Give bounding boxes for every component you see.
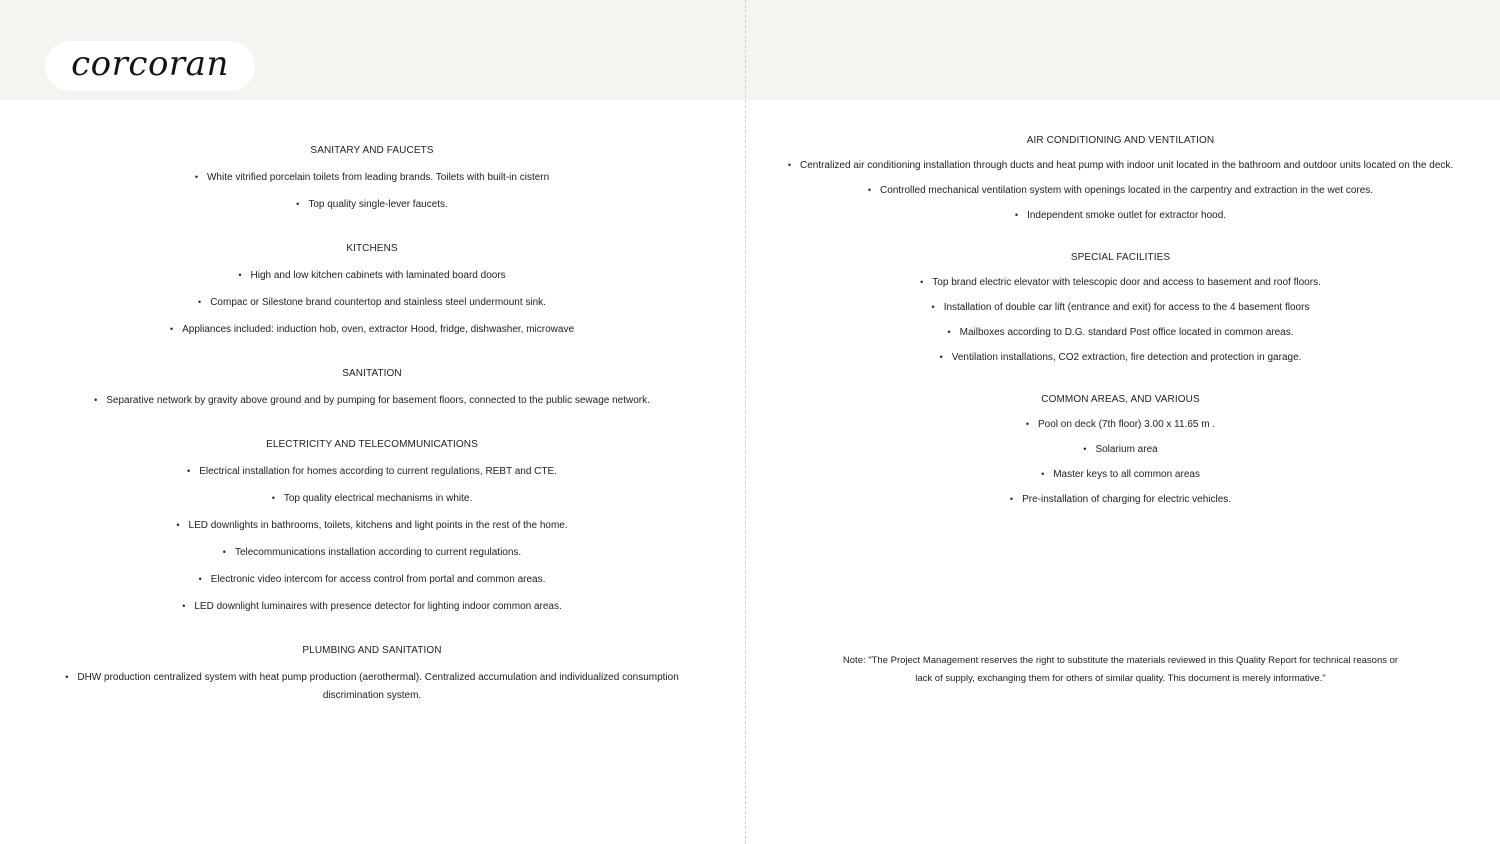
bullet-item [42, 168, 702, 187]
bullet-icon: • [296, 199, 300, 209]
bullet-text: Top quality single-lever faucets. [308, 199, 448, 210]
quality-section [42, 436, 702, 616]
page-divider [745, 0, 746, 844]
bullet-icon: • [1025, 419, 1029, 429]
bullet-text: Ventilation installations, CO2 extraction, fire detection and protection in garage. [951, 352, 1302, 363]
bullet-text: White vitrified porcelain toilets from leading brands. Toilets with built-in cistern [206, 172, 550, 183]
bullet-item [42, 668, 702, 705]
right-column-sections [763, 132, 1478, 508]
quality-section [763, 132, 1478, 224]
bullet-text: LED downlights in bathrooms, toilets, kitchens and light points in the rest of the home. [188, 520, 568, 531]
bullet-text: LED downlight luminaires with presence detector for lighting indoor common areas. [194, 601, 562, 612]
bullet-icon: • [222, 547, 226, 557]
bullet-item [42, 195, 702, 214]
bullet-icon: • [176, 520, 180, 530]
bullet-item [42, 489, 702, 508]
bullet-text: Installation of double car lift (entrance and exit) for access to the 4 basement floors [943, 302, 1310, 313]
bullet-text: Separative network by gravity above ground and by pumping for basement floors, connected to the public sewage network. [106, 395, 650, 406]
bullet-icon: • [1041, 469, 1045, 479]
bullet-icon: • [187, 466, 191, 476]
quality-section [42, 240, 702, 339]
section-heading: SANITARY AND FAUCETS [310, 145, 434, 156]
bullet-text: Compac or Silestone brand countertop and stainless steel undermount sink. [210, 297, 546, 308]
bullet-text: Mailboxes according to D.G. standard Post office located in common areas. [959, 327, 1294, 338]
bullet-icon: • [920, 277, 924, 287]
bullet-item [42, 516, 702, 535]
bullet-icon: • [1014, 210, 1019, 220]
bullet-icon: • [169, 324, 174, 334]
bullet-text: Electronic video intercom for access control from portal and common areas. [210, 574, 546, 585]
section-heading: KITCHENS [346, 243, 398, 254]
bullet-text: Appliances included: induction hob, oven, extractor Hood, fridge, dishwasher, microwave [182, 324, 575, 335]
bullet-icon: • [947, 327, 951, 337]
bullet-text: Independent smoke outlet for extractor hood. [1027, 210, 1227, 221]
bullet-item [42, 266, 702, 285]
bullet-icon: • [939, 352, 943, 362]
bullet-icon: • [1009, 494, 1014, 504]
quality-section [42, 142, 702, 214]
bullet-icon: • [931, 302, 935, 312]
bullet-item [42, 597, 702, 616]
bullet-icon: • [65, 672, 69, 682]
bullet-text: Solarium area [1095, 444, 1158, 455]
quality-section [763, 391, 1478, 508]
quality-section [42, 365, 702, 410]
bullet-item [763, 157, 1478, 174]
bullet-item [763, 466, 1478, 483]
bullet-item [763, 441, 1478, 458]
bullet-icon: • [182, 601, 186, 611]
bullet-item [42, 570, 702, 589]
bullet-icon: • [194, 172, 198, 182]
bullet-item [763, 349, 1478, 366]
bullet-item [42, 543, 702, 562]
section-heading: PLUMBING AND SANITATION [302, 645, 442, 656]
bullet-item [42, 462, 702, 481]
bullet-item [763, 491, 1478, 508]
quality-section [763, 249, 1478, 366]
bullet-icon: • [238, 270, 242, 280]
quality-section [42, 642, 702, 705]
bullet-text: DHW production centralized system with heat pump production (aerothermal). Centralized accumulation and individualized consumption discrimination system. [77, 672, 679, 701]
bullet-item [42, 293, 702, 312]
bullet-text: Pre-installation of charging for electric vehicles. [1022, 494, 1232, 505]
bullet-item [763, 182, 1478, 199]
bullet-item [42, 320, 702, 339]
bullet-item [763, 274, 1478, 291]
left-column [42, 142, 702, 731]
bullet-text: Centralized air conditioning installation through ducts and heat pump with indoor unit located in the bathroom and outdoor units located on the deck. [799, 160, 1454, 171]
bullet-text: Controlled mechanical ventilation system with openings located in the carpentry and extraction in the wet cores. [880, 185, 1374, 196]
bullet-item [763, 299, 1478, 316]
bullet-icon: • [787, 160, 791, 170]
disclaimer-note: Note: "The Project Management reserves the right to substitute the materials reviewed in this Quality Report for technical reasons or lack of supply, exchanging them for others of similar quality. This document is merely informative." [842, 655, 1399, 684]
bullet-icon: • [198, 574, 202, 584]
bullet-icon: • [198, 297, 202, 307]
bullet-item [763, 324, 1478, 341]
bullet-item [42, 391, 702, 410]
bullet-icon: • [1083, 444, 1087, 454]
bullet-text: Electrical installation for homes according to current regulations, REBT and CTE. [199, 466, 557, 477]
bullet-text: High and low kitchen cabinets with laminated board doors [250, 270, 506, 281]
bullet-text: Top quality electrical mechanisms in white. [283, 493, 473, 504]
right-column [763, 132, 1478, 688]
section-heading: SPECIAL FACILITIES [1070, 252, 1171, 263]
bullet-text: Telecommunications installation according to current regulations. [234, 547, 522, 558]
section-heading: AIR CONDITIONING AND VENTILATION [1026, 135, 1215, 146]
bullet-text: Pool on deck (7th floor) 3.00 x 11.65 m . [1038, 419, 1216, 430]
bullet-text: Top brand electric elevator with telescopic door and access to basement and roof floors. [932, 277, 1321, 288]
bullet-icon: • [867, 185, 872, 195]
bullet-item [763, 416, 1478, 433]
bullet-item [763, 207, 1478, 224]
section-heading: ELECTRICITY AND TELECOMMUNICATIONS [266, 439, 478, 450]
section-heading: COMMON AREAS, AND VARIOUS [1041, 394, 1200, 405]
brand-logo-text: corcoran [71, 44, 229, 84]
brand-logo [45, 41, 255, 91]
section-heading: SANITATION [342, 368, 402, 379]
bullet-icon: • [271, 493, 275, 503]
bullet-icon: • [94, 395, 98, 405]
bullet-text: Master keys to all common areas [1053, 469, 1200, 480]
